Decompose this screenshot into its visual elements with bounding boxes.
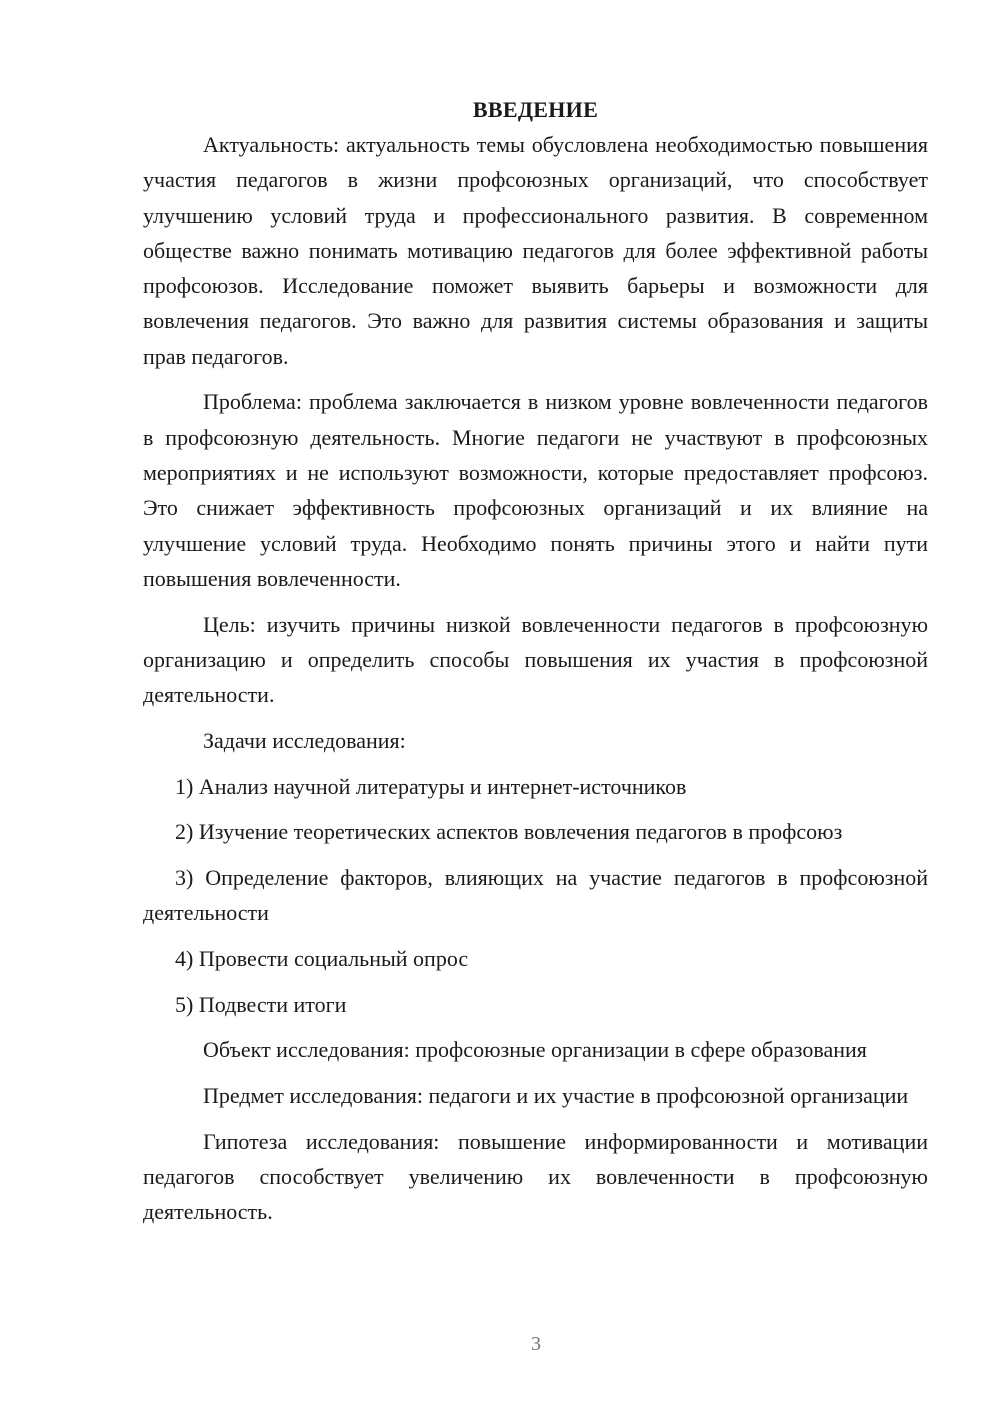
goal-paragraph: Цель: изучить причины низкой вовлеченности педагогов в профсоюзную организацию и определить способы повышения их участия в профсоюзной деятельности. <box>143 611 928 708</box>
relevance-paragraph: Актуальность: актуальность темы обусловлена необходимостью повышения участия педагогов в жизни профсоюзных организаций, что способствует улучшению условий труда и профессионального развития. В современном обществе важно понимать мотивацию педагогов для более эффективной работы профсоюзов. Исследование поможет выявить барьеры и возможности для вовлечения педагогов. Это важно для развития системы образования и защиты прав педагогов. <box>143 132 928 369</box>
object-paragraph: Объект исследования: профсоюзные организации в сфере образования <box>203 1037 867 1063</box>
subject-paragraph: Предмет исследования: педагоги и их участие в профсоюзной организации <box>203 1083 909 1109</box>
task-item: 2) Изучение теоретических аспектов вовлечения педагогов в профсоюз <box>175 819 843 845</box>
hypothesis-paragraph: Гипотеза исследования: повышение информированности и мотивации педагогов способствует увеличению их вовлеченности в профсоюзную деятельность. <box>143 1128 928 1225</box>
problem-paragraph: Проблема: проблема заключается в низком уровне вовлеченности педагогов в профсоюзную деятельность. Многие педагоги не участвуют в профсоюзных мероприятиях и не используют возможности, которые предоставляет профсоюз. Это снижает эффективность профсоюзных организаций и их влияние на улучшение условий труда. Необходимо понять причины этого и найти пути повышения вовлеченности. <box>143 389 928 591</box>
task-item: 3) Определение факторов, влияющих на участие педагогов в профсоюзной деятельности <box>143 864 928 926</box>
tasks-heading: Задачи исследования: <box>203 727 406 753</box>
page-number: 3 <box>531 1333 541 1355</box>
document-title: ВВЕДЕНИЕ <box>472 97 599 122</box>
task-item: 5) Подвести итоги <box>175 991 347 1017</box>
task-item: 1) Анализ научной литературы и интернет-источников <box>175 773 687 799</box>
task-item: 4) Провести социальный опрос <box>175 945 469 971</box>
document-page <box>143 92 928 1240</box>
